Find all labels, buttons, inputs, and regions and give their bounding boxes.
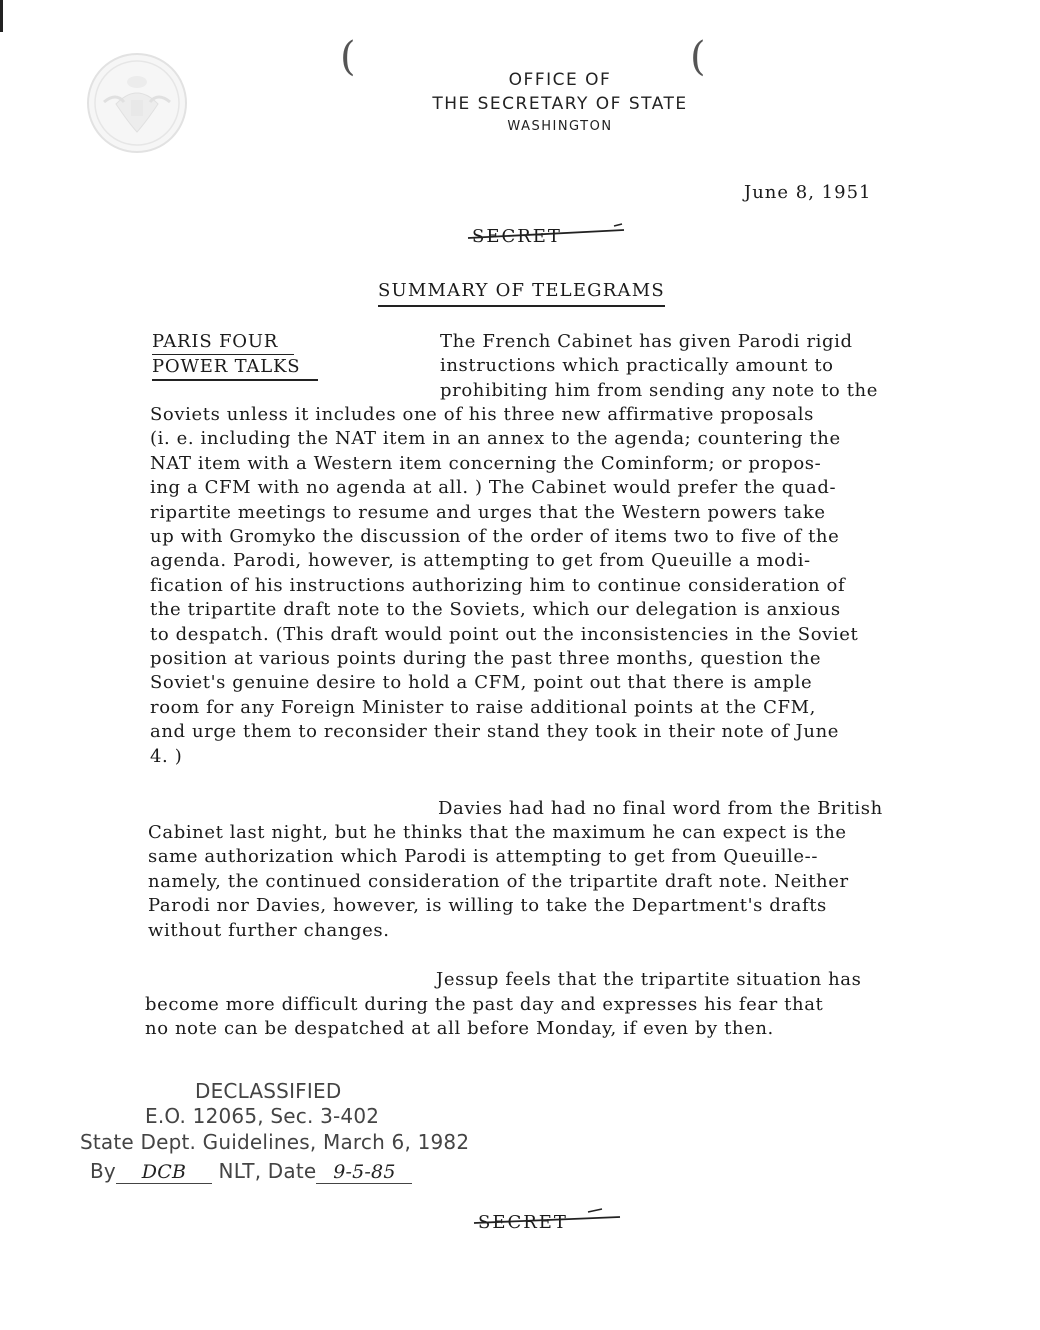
text-line: fication of his instructions authorizing him to continue consideration of <box>150 574 846 596</box>
text-line: (i. e. including the NAT item in an annex to the agenda; countering the <box>150 428 841 450</box>
letterhead-secretary: THE SECRETARY OF STATE <box>432 94 688 114</box>
classification-top <box>472 226 562 247</box>
stamp-nlt-label: NLT, Date <box>218 1159 317 1183</box>
stamp-executive-order: E.O. 12065, Sec. 3-402 <box>145 1104 380 1128</box>
text-line: up with Gromyko the discussion of the order of items two to five of the <box>150 526 840 548</box>
text-line: to despatch. (This draft would point out the inconsistencies in the Soviet <box>150 623 859 645</box>
paragraph1-intro <box>440 330 910 403</box>
page-edge-mark <box>0 0 3 32</box>
stamp-declassified: DECLASSIFIED <box>195 1079 342 1103</box>
text-line: agenda. Parodi, however, is attempting to get from Queuille a modi- <box>150 550 811 572</box>
stamp-by-label: By <box>90 1159 116 1183</box>
classification-top-label: SECRET <box>472 226 562 247</box>
text-line: 4. ) <box>150 745 183 767</box>
letterhead-office: OFFICE OF <box>508 70 612 90</box>
strike-through-mark <box>464 222 634 250</box>
text-line: room for any Foreign Minister to raise additional points at the CFM, <box>150 696 816 718</box>
great-seal-embossed-icon <box>86 52 188 154</box>
paragraph2-intro <box>438 797 928 821</box>
paragraph3-intro <box>436 968 916 992</box>
text-line: The French Cabinet has given Parodi rigid <box>440 331 853 352</box>
classification-bottom <box>478 1212 568 1233</box>
punch-mark-left: ( <box>340 34 356 80</box>
declassification-stamp <box>80 1075 470 1195</box>
document-date: June 8, 1951 <box>744 182 872 203</box>
letterhead-city: WASHINGTON <box>507 119 613 134</box>
text-line: instructions which practically amount to <box>440 355 834 377</box>
text-line: Jessup feels that the tripartite situation has <box>436 969 862 990</box>
punch-mark-right: ( <box>690 34 706 80</box>
stamp-authorization-line <box>90 1159 412 1184</box>
summary-heading: SUMMARY OF TELEGRAMS <box>378 280 665 307</box>
text-line: position at various points during the past three months, question the <box>150 648 822 670</box>
text-line: same authorization which Parodi is attempting to get from Queuille-- <box>148 846 819 868</box>
text-line: Parodi nor Davies, however, is willing to take the Department's drafts <box>148 895 827 917</box>
text-line: namely, the continued consideration of the tripartite draft note. Neither <box>148 870 849 892</box>
text-line: the tripartite draft note to the Soviets, which our delegation is anxious <box>150 599 841 621</box>
text-line: and urge them to reconsider their stand they took in their note of June <box>150 721 840 743</box>
text-line: become more difficult during the past day and expresses his fear that <box>145 994 824 1015</box>
paragraph1-body <box>150 403 910 769</box>
text-line: ripartite meetings to resume and urges that the Western powers take <box>150 501 826 523</box>
text-line: Soviets unless it includes one of his three new affirmative proposals <box>150 404 814 425</box>
text-line: Cabinet last night, but he thinks that the maximum he can expect is the <box>148 822 847 843</box>
paragraph3-body <box>145 993 905 1042</box>
side-heading-line2: POWER TALKS <box>152 355 318 381</box>
strike-through-mark <box>470 1208 630 1236</box>
paragraph2-body <box>148 821 928 943</box>
section-side-heading <box>152 330 318 381</box>
stamp-guidelines: State Dept. Guidelines, March 6, 1982 <box>80 1130 470 1154</box>
text-line: Davies had had no final word from the British <box>438 798 883 819</box>
stamp-date: 9-5-85 <box>333 1161 396 1183</box>
text-line: NAT item with a Western item concerning the Cominform; or propos- <box>150 452 822 474</box>
classification-bottom-label: SECRET <box>478 1212 568 1233</box>
side-heading-line1: PARIS FOUR <box>152 330 294 355</box>
text-line: no note can be despatched at all before Monday, if even by then. <box>145 1018 774 1040</box>
text-line: Soviet's genuine desire to hold a CFM, point out that there is ample <box>150 672 813 694</box>
text-line: without further changes. <box>148 919 390 941</box>
text-line: prohibiting him from sending any note to the <box>440 379 878 401</box>
stamp-initials: DCB <box>141 1161 187 1183</box>
text-line: ing a CFM with no agenda at all. ) The Cabinet would prefer the quad- <box>150 477 837 499</box>
